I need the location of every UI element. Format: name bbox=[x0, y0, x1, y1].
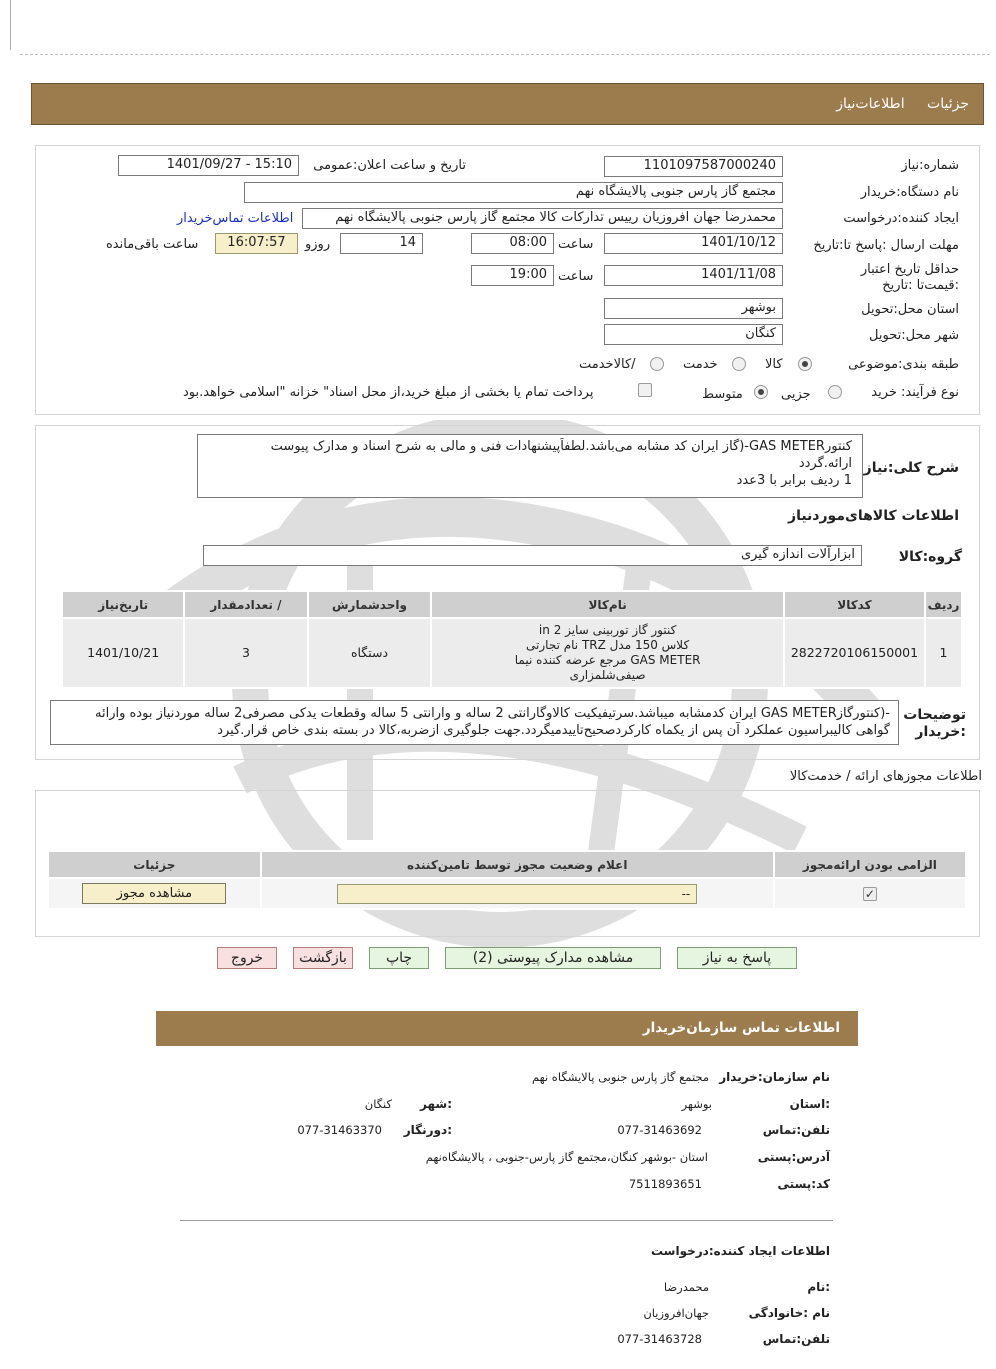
process-minor-label: جزیی bbox=[781, 387, 811, 402]
col-name: نام‌کالا bbox=[431, 591, 783, 618]
buyer-notes-label: توضیحات :خریدار bbox=[903, 707, 966, 740]
process-label: نوع فرآیند: خرید bbox=[871, 385, 959, 400]
contact-province-label: :استان bbox=[789, 1097, 830, 1111]
contact-postal-value: 7511893651 bbox=[628, 1177, 702, 1191]
contact-address-label: آدرس:پستی bbox=[757, 1150, 830, 1164]
summary-line-3: 1 ردیف برابر با 3عدد bbox=[736, 473, 852, 488]
cell-qty: 3 bbox=[184, 618, 307, 688]
contact-divider bbox=[180, 1220, 833, 1221]
province-label: استان محل:تحویل bbox=[861, 302, 959, 317]
deadline-label: مهلت ارسال :پاسخ تا:تاریخ bbox=[813, 238, 959, 253]
tab-details[interactable]: جزئیات bbox=[927, 96, 969, 112]
permit-required-checkbox[interactable]: ✓ bbox=[864, 886, 875, 901]
page-edge-line bbox=[10, 0, 11, 50]
cell-name-line-2: کلاس 150 مدل TRZ نام تجارتی bbox=[526, 638, 690, 652]
cell-name-line-3: GAS METER مرجع عرضه کننده نیما bbox=[514, 653, 701, 667]
tab-need-info[interactable]: اطلاعات‌نیاز bbox=[836, 96, 905, 112]
goods-table bbox=[61, 590, 963, 689]
process-medium-label: متوسط bbox=[702, 387, 743, 402]
category-goods-radio[interactable] bbox=[798, 357, 812, 371]
remaining-time-field: 16:07:57 bbox=[215, 233, 298, 254]
contact-phone-label: تلفن:تماس bbox=[762, 1123, 830, 1137]
exit-button[interactable]: خروج bbox=[217, 947, 277, 969]
need-number-label: شماره:نیاز bbox=[901, 158, 959, 173]
print-button[interactable]: چاپ bbox=[369, 947, 429, 969]
cell-unit: دستگاه bbox=[308, 618, 432, 688]
requester-label: ایجاد کننده:درخواست bbox=[843, 211, 959, 226]
category-service-radio[interactable] bbox=[732, 357, 746, 371]
cell-name-line-4: صیفی‌شلمزاری bbox=[569, 668, 646, 682]
contact-city-label: :شهر bbox=[420, 1097, 452, 1111]
validity-date-field: 1401/11/08 bbox=[604, 265, 783, 286]
days-field: 14 bbox=[340, 233, 423, 254]
buyer-notes-line-1: -(کنتورگازGAS METER ایران کدمشابه میباشد.سرتیفیکیت کالاوگارانتی 2 ساله و وارانتی 5 ساله وقطعات یدکی مصرفی2 ساله موردنیاز بوده وارائه bbox=[95, 706, 890, 721]
table-row[interactable] bbox=[62, 618, 962, 688]
buyer-notes-line-2: گواهی کالیبراسیون عملکرد آن پس از یکماه کارکردصحیح‌تاییدمیگردد.جهت جلوگیری ازضربه،کالا در بسته بندی خاص قرار.گیرد bbox=[217, 723, 890, 738]
col-unit: واحدشمارش bbox=[308, 591, 432, 618]
permits-table bbox=[47, 850, 967, 910]
remaining-word: ساعت باقی‌مانده bbox=[106, 237, 199, 252]
announce-label: تاریخ و ساعت اعلان:عمومی bbox=[313, 158, 466, 173]
summary-label: شرح کلی:نیاز bbox=[863, 460, 959, 476]
buyer-contact-title: اطلاعات تماس سازمان‌خریدار bbox=[642, 1020, 840, 1036]
contact-province-value: بوشهر bbox=[681, 1097, 712, 1111]
reply-button[interactable]: پاسخ به نیاز bbox=[677, 947, 797, 969]
deadline-time-word: ساعت bbox=[558, 237, 594, 252]
treasury-payment-checkbox[interactable] bbox=[638, 383, 652, 397]
summary-box bbox=[197, 434, 863, 498]
category-label: طبقه بندی:موضوعی bbox=[848, 357, 959, 372]
col-date: تاریخ‌نیاز bbox=[62, 591, 184, 618]
contact-org-value: مجتمع گاز پارس جنوبی پالایشگاه نهم bbox=[532, 1070, 709, 1084]
contact-fax-label: :دورنگار bbox=[403, 1123, 452, 1137]
cell-name-line-1: کنتور گاز توربینی سایز 2 in bbox=[538, 623, 677, 637]
details-header-bar bbox=[31, 83, 984, 125]
back-button[interactable]: بازگشت bbox=[293, 947, 353, 969]
permit-status-field: -- bbox=[337, 884, 697, 904]
cell-code: 2822720106150001 bbox=[784, 618, 925, 688]
buyer-notes-box bbox=[50, 700, 899, 745]
contact-phone-value: 077-31463692 bbox=[617, 1123, 702, 1137]
process-medium-radio[interactable] bbox=[754, 385, 768, 399]
goods-group-label: گروه:کالا bbox=[898, 549, 962, 565]
creator-family-value: جهان‌افروزیان bbox=[643, 1306, 709, 1320]
permit-details-cell bbox=[48, 878, 261, 909]
category-goods-label: کالا bbox=[765, 357, 783, 372]
creator-title: اطلاعات ایجاد کننده:درخواست bbox=[650, 1244, 830, 1258]
col-qty: / تعدادمقدار bbox=[184, 591, 307, 618]
creator-name-label: :نام bbox=[807, 1280, 830, 1294]
category-service-label: خدمت bbox=[683, 357, 718, 372]
contact-city-value: کنگان bbox=[364, 1097, 392, 1111]
contact-fax-value: 077-31463370 bbox=[297, 1123, 382, 1137]
contact-org-label: نام سازمان:خریدار bbox=[719, 1070, 830, 1084]
cell-row: 1 bbox=[925, 618, 962, 688]
contact-address-value: استان -بوشهر کنگان،مجتمع گاز پارس-جنوبی ، پالایشگاه‌نهم bbox=[425, 1150, 708, 1164]
buyer-contact-link[interactable]: اطلاعات تماس‌خریدار bbox=[177, 211, 294, 226]
attachments-button[interactable]: مشاهده مدارک پیوستی (2) bbox=[445, 947, 661, 969]
creator-phone-label: تلفن:تماس bbox=[762, 1332, 830, 1346]
requester-field: محمدرضا جهان افروزیان رییس تدارکات کالا مجتمع گاز پارس جنوبی پالایشگاه نهم bbox=[302, 208, 783, 229]
permit-row bbox=[48, 878, 966, 909]
city-field: کنگان bbox=[604, 324, 783, 345]
buyer-org-label: نام دستگاه:خریدار bbox=[860, 185, 959, 200]
summary-line-1: کنتورGAS METER-(گاز ایران کد مشابه می‌باشد.لطفاًپیشنهادات فنی و مالی به شرح اسناد و مدارک پیوست bbox=[270, 439, 852, 454]
permits-col-required: الزامی بودن ارائه‌مجوز bbox=[774, 851, 966, 878]
permits-title: اطلاعات مجوزهای ارائه / خدمت‌کالا bbox=[789, 769, 982, 784]
top-divider bbox=[20, 54, 990, 55]
cell-name bbox=[431, 618, 783, 688]
creator-phone-value: 077-31463728 bbox=[617, 1332, 702, 1346]
deadline-date-field: 1401/10/12 bbox=[604, 233, 783, 254]
permits-col-status: اعلام وضعیت مجوز توسط تامین‌کننده bbox=[261, 851, 774, 878]
days-word: روزو bbox=[305, 237, 331, 252]
creator-name-value: محمدرضا bbox=[663, 1280, 709, 1294]
summary-line-2: ارائه.گردد bbox=[798, 456, 852, 471]
buyer-contact-header bbox=[156, 1011, 858, 1046]
category-both-radio[interactable] bbox=[650, 357, 664, 371]
category-both-label: /کالاخدمت bbox=[579, 357, 636, 372]
contact-postal-label: کد:پستی bbox=[777, 1177, 830, 1191]
announce-field: 1401/09/27 - 15:10 bbox=[118, 155, 299, 176]
need-number-field: 1101097587000240 bbox=[604, 156, 783, 177]
province-field: بوشهر bbox=[604, 298, 783, 319]
goods-section-label: اطلاعات کالاهای‌موردنیاز bbox=[788, 508, 959, 524]
goods-group-field: ابزارآلات اندازه گیری bbox=[203, 545, 862, 566]
col-code: کدکالا bbox=[784, 591, 925, 618]
treasury-payment-note: پرداخت تمام یا بخشی از مبلغ خرید،از محل اسناد" خزانه "اسلامی خواهد.بود bbox=[183, 385, 594, 400]
buyer-org-field: مجتمع گاز پارس جنوبی پالایشگاه نهم bbox=[244, 182, 783, 203]
permits-col-details: جزئیات bbox=[48, 851, 261, 878]
validity-time-word: ساعت bbox=[558, 269, 594, 284]
process-minor-radio[interactable] bbox=[828, 385, 842, 399]
col-row: ردیف bbox=[925, 591, 962, 618]
permit-required-cell bbox=[774, 878, 966, 909]
cell-date: 1401/10/21 bbox=[62, 618, 184, 688]
validity-label: حداقل تاریخ اعتبار :قیمت‌تا :تاریخ bbox=[860, 262, 959, 293]
view-permit-button[interactable]: مشاهده مجوز bbox=[82, 883, 226, 904]
creator-family-label: نام :خانوادگی bbox=[748, 1306, 830, 1320]
permit-status-cell bbox=[261, 878, 774, 909]
validity-time-field: 19:00 bbox=[471, 265, 554, 286]
deadline-time-field: 08:00 bbox=[471, 233, 554, 254]
city-label: شهر محل:تحویل bbox=[869, 328, 959, 343]
